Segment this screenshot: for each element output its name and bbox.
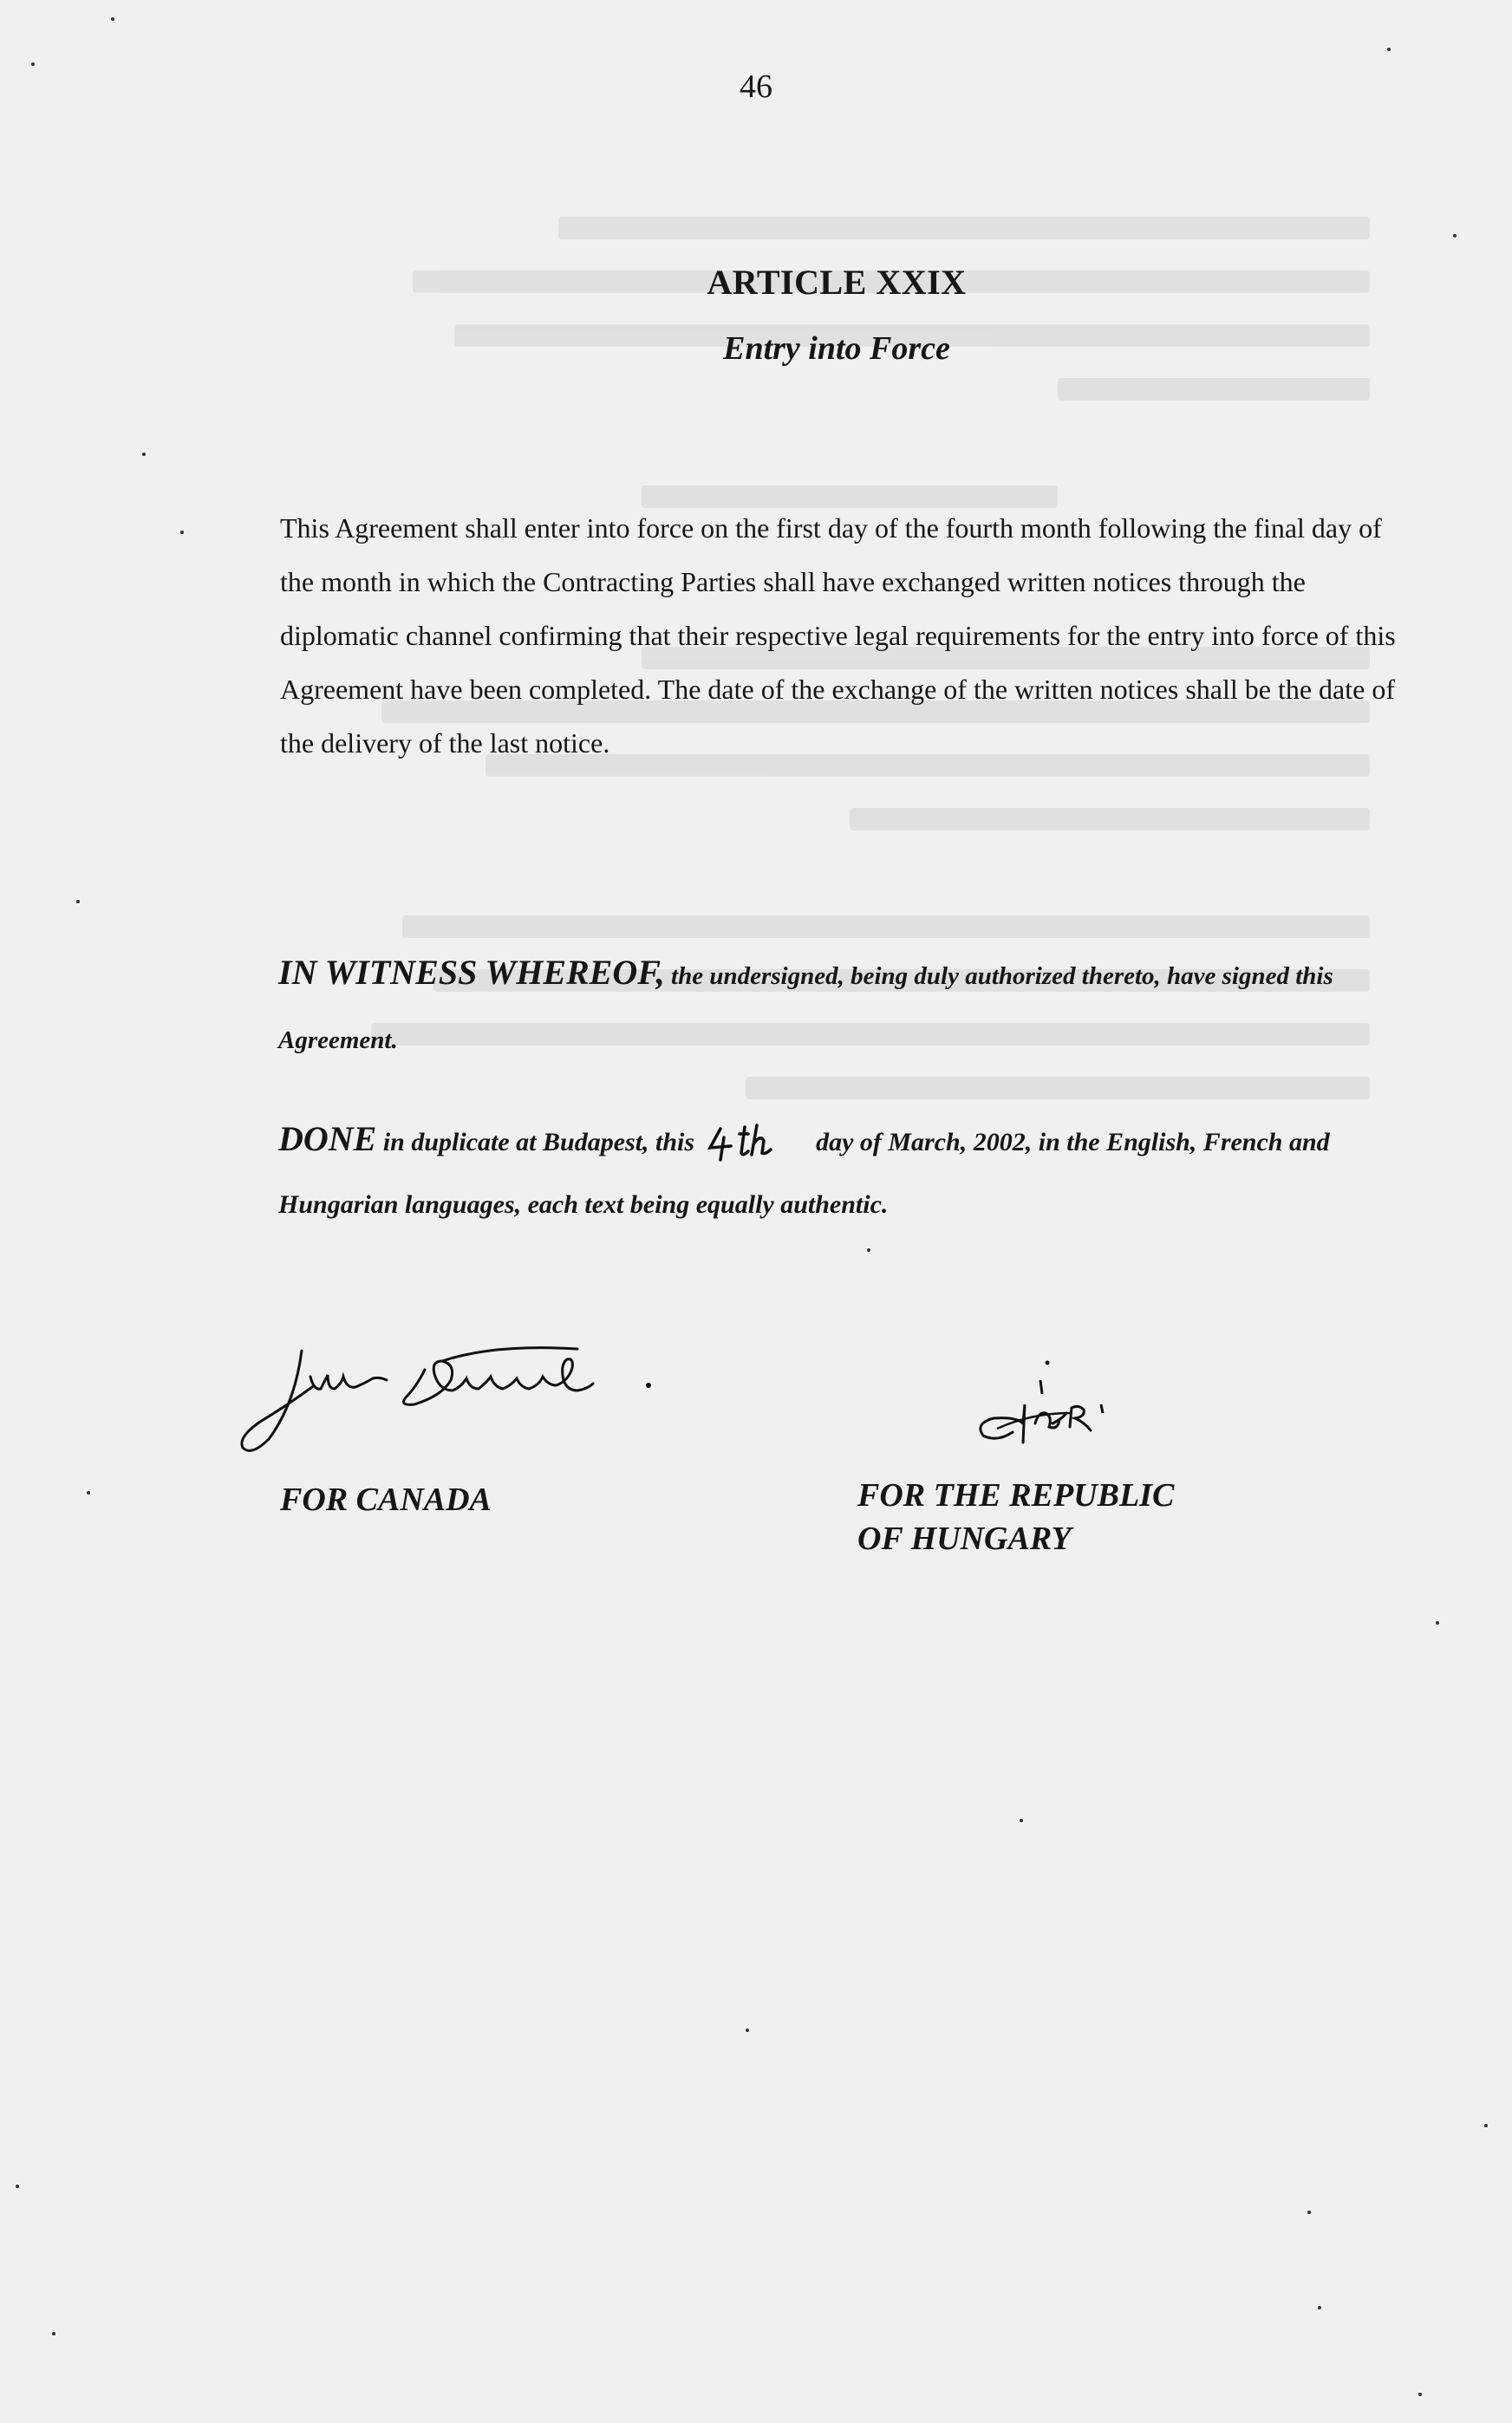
article-subtitle: Entry into Force	[723, 330, 950, 367]
paper-speck	[1318, 2306, 1321, 2309]
paper-speck	[31, 62, 35, 66]
party-hungary	[857, 1474, 1174, 1560]
party-canada: FOR CANADA	[280, 1482, 492, 1518]
paper-speck	[1484, 2124, 1488, 2127]
article-title: ARTICLE XXIX	[707, 263, 967, 302]
done-text-after-day: day of March, 2002, in the English, French and Hungarian languages, each text being equally authentic.	[278, 1128, 1330, 1219]
paper-speck	[1307, 2211, 1311, 2214]
paper-speck	[746, 2029, 749, 2032]
handwritten-day-mark	[701, 1122, 810, 1165]
witness-lead: IN WITNESS WHEREOF,	[278, 953, 665, 992]
party-hungary-line2: OF HUNGARY	[857, 1521, 1072, 1557]
hungary-signature	[962, 1352, 1188, 1491]
done-clause	[278, 1108, 1405, 1236]
paper-speck	[867, 1248, 870, 1252]
paper-speck	[52, 2332, 55, 2335]
done-text-before-day: in duplicate at Budapest, this	[376, 1128, 701, 1156]
paper-speck	[1418, 2393, 1422, 2396]
witness-clause	[278, 941, 1405, 1072]
handwritten-day	[701, 1127, 810, 1162]
paper-speck	[76, 900, 80, 903]
paper-speck	[1020, 1819, 1023, 1822]
paper-speck	[87, 1491, 90, 1495]
party-hungary-line1: FOR THE REPUBLIC	[857, 1477, 1175, 1514]
canada-signature	[234, 1326, 685, 1465]
paper-speck	[16, 2185, 19, 2188]
done-lead: DONE	[278, 1119, 377, 1158]
paper-speck	[111, 17, 114, 21]
paper-speck	[1436, 1621, 1439, 1625]
entry-into-force-paragraph: This Agreement shall enter into force on the first day of the fourth month following the final day of the month in which the Contracting Parties shall have exchanged written notices through the diplomatic channel confirming that their respective legal requirements for the entry into force of this Agreement have been completed. The date of the exchange of the written notices shall be the date of the delivery of the last notice.	[280, 512, 1396, 759]
paper-speck	[1453, 234, 1457, 238]
paper-speck	[180, 531, 184, 534]
page-number: 46	[740, 68, 772, 105]
paper-speck	[142, 453, 146, 456]
paper-speck	[1387, 48, 1391, 51]
witness-text: the undersigned, being duly authorized thereto, have signed this Agreement.	[278, 962, 1333, 1054]
